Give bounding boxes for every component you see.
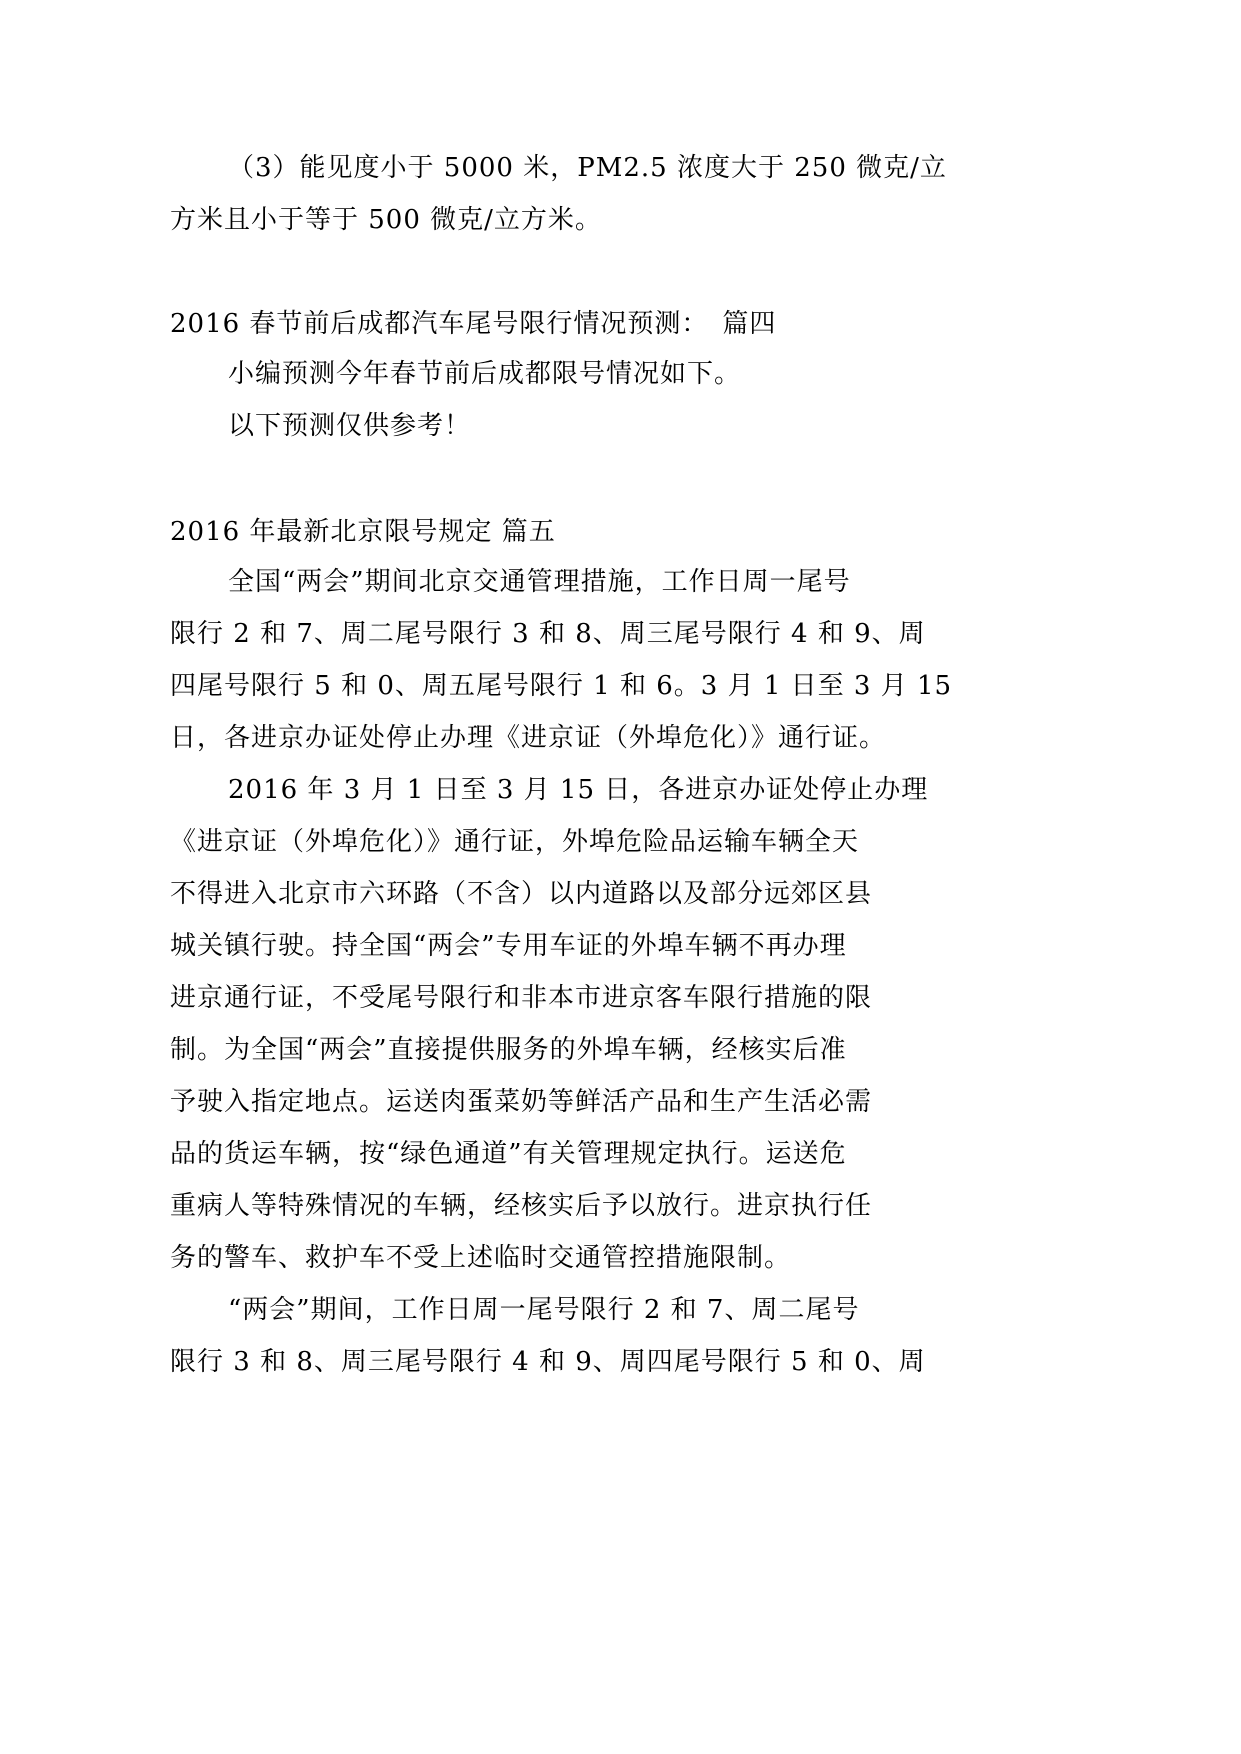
paragraph-line: 小编预测今年春节前后成都限号情况如下。 <box>228 359 742 389</box>
paragraph-line: “两会”期间，工作日周一尾号限行 2 和 7、周二尾号 <box>228 1295 860 1325</box>
section-heading-5: 2016 年最新北京限号规定 篇五 <box>170 517 556 547</box>
paragraph-line: 进京通行证，不受尾号限行和非本市进京客车限行措施的限 <box>170 983 873 1013</box>
paragraph-line: 以下预测仅供参考！ <box>228 411 472 441</box>
paragraph-line: 品的货运车辆，按“绿色通道”有关管理规定执行。运送危 <box>170 1139 847 1169</box>
paragraph-line: 予驶入指定地点。运送肉蛋菜奶等鲜活产品和生产生活必需 <box>170 1087 873 1117</box>
paragraph-line: 《进京证（外埠危化）》通行证，外埠危险品运输车辆全天 <box>170 827 860 857</box>
paragraph-line: 城关镇行驶。持全国“两会”专用车证的外埠车辆不再办理 <box>170 931 847 961</box>
paragraph-line: （3）能见度小于 5000 米，PM2.5 浓度大于 250 微克/立 <box>228 153 947 183</box>
paragraph-line: 不得进入北京市六环路（不含）以内道路以及部分远郊区县 <box>170 879 873 909</box>
paragraph-line: 制。为全国“两会”直接提供服务的外埠车辆，经核实后准 <box>170 1035 847 1065</box>
section-heading-4: 2016 春节前后成都汽车尾号限行情况预测： 篇四 <box>170 309 777 339</box>
paragraph-line: 四尾号限行 5 和 0、周五尾号限行 1 和 6。3 月 1 日至 3 月 15 <box>170 671 953 701</box>
paragraph-line: 务的警车、救护车不受上述临时交通管控措施限制。 <box>170 1243 792 1273</box>
paragraph-line: 限行 2 和 7、周二尾号限行 3 和 8、周三尾号限行 4 和 9、周 <box>170 619 926 649</box>
paragraph-line: 重病人等特殊情况的车辆，经核实后予以放行。进京执行任 <box>170 1191 873 1221</box>
paragraph-line: 日，各进京办证处停止办理《进京证（外埠危化）》通行证。 <box>170 723 887 753</box>
paragraph-line: 限行 3 和 8、周三尾号限行 4 和 9、周四尾号限行 5 和 0、周 <box>170 1347 926 1377</box>
paragraph-line: 2016 年 3 月 1 日至 3 月 15 日，各进京办证处停止办理 <box>228 775 929 805</box>
paragraph-line: 方米且小于等于 500 微克/立方米。 <box>170 205 602 235</box>
paragraph-line: 全国“两会”期间北京交通管理措施，工作日周一尾号 <box>228 567 851 597</box>
